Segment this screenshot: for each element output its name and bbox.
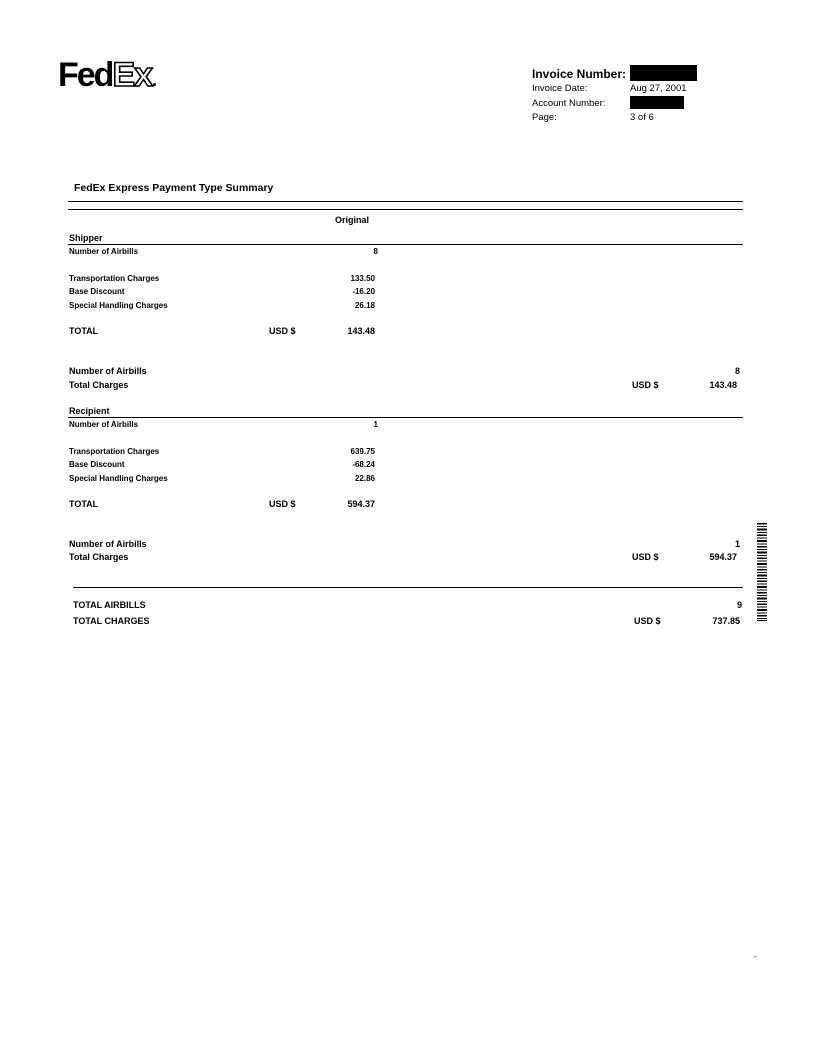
recipient-sub-charges-label: Total Charges: [69, 552, 129, 562]
recipient-rule: [68, 417, 743, 418]
recipient-sub-charges-value: 594.37: [709, 552, 737, 562]
total-airbills-label: TOTAL AIRBILLS: [73, 600, 146, 610]
shipper-sub-charges-currency: USD $: [632, 380, 659, 390]
invoice-number-label: Invoice Number:: [532, 67, 627, 81]
fedex-logo: [58, 58, 157, 92]
recipient-transportation-value: 639.75: [350, 447, 375, 456]
side-barcode: [757, 523, 767, 621]
recipient-discount-label: Base Discount: [69, 460, 125, 469]
total-airbills-value: 9: [736, 600, 742, 610]
column-header-original: Original: [335, 215, 370, 225]
recipient-special-value: 22.86: [354, 474, 375, 483]
shipper-transportation-value: 133.50: [350, 274, 375, 283]
shipper-airbills-label: Number of Airbills: [69, 247, 139, 256]
title-rule-bottom: [68, 209, 743, 210]
page-title: FedEx Express Payment Type Summary: [74, 182, 274, 194]
shipper-sub-charges-value: 143.48: [709, 380, 737, 390]
logo-ex: Ex: [112, 56, 153, 94]
recipient-sub-airbills-label: Number of Airbills: [69, 539, 147, 549]
shipper-discount-value: -16.20: [352, 287, 375, 296]
page-value: 3 of 6: [630, 112, 654, 123]
shipper-total-label: TOTAL: [69, 326, 99, 336]
shipper-special-label: Special Handling Charges: [69, 301, 168, 310]
shipper-sub-airbills-label: Number of Airbills: [69, 366, 147, 376]
recipient-section-label: Recipient: [69, 406, 110, 416]
recipient-sub-charges-currency: USD $: [632, 552, 659, 562]
total-charges-value: 737.85: [712, 616, 740, 626]
page-label: Page:: [532, 112, 557, 123]
recipient-sub-airbills-value: 1: [734, 539, 740, 549]
shipper-total-currency: USD $: [269, 326, 296, 336]
shipper-discount-label: Base Discount: [69, 287, 125, 296]
shipper-airbills-value: 8: [373, 247, 378, 256]
account-number-redaction: [630, 96, 684, 109]
shipper-sub-airbills-value: 8: [734, 366, 740, 376]
invoice-date-label: Invoice Date:: [532, 83, 588, 94]
title-rule-top: [68, 201, 743, 202]
account-number-label: Account Number:: [532, 98, 606, 109]
recipient-total-currency: USD $: [269, 499, 296, 509]
shipper-special-value: 26.18: [354, 301, 375, 310]
recipient-airbills-label: Number of Airbills: [69, 420, 139, 429]
recipient-total-value: 594.37: [347, 499, 375, 509]
recipient-airbills-value: 1: [373, 420, 378, 429]
recipient-discount-value: -68.24: [352, 460, 375, 469]
shipper-sub-charges-label: Total Charges: [69, 380, 129, 390]
logo-dot: .: [152, 70, 158, 90]
invoice-number-redaction: [630, 65, 697, 81]
total-charges-currency: USD $: [634, 616, 661, 626]
recipient-special-label: Special Handling Charges: [69, 474, 168, 483]
grand-total-rule: [73, 587, 743, 588]
recipient-total-label: TOTAL: [69, 499, 99, 509]
shipper-rule: [68, 244, 743, 245]
logo-fed: Fed: [58, 56, 113, 94]
total-charges-label: TOTAL CHARGES: [73, 616, 150, 626]
invoice-date-value: Aug 27, 2001: [630, 83, 687, 94]
recipient-transportation-label: Transportation Charges: [69, 447, 160, 456]
shipper-section-label: Shipper: [69, 233, 103, 243]
shipper-transportation-label: Transportation Charges: [69, 274, 160, 283]
footer-mark: -: [754, 952, 757, 961]
shipper-total-value: 143.48: [347, 326, 375, 336]
